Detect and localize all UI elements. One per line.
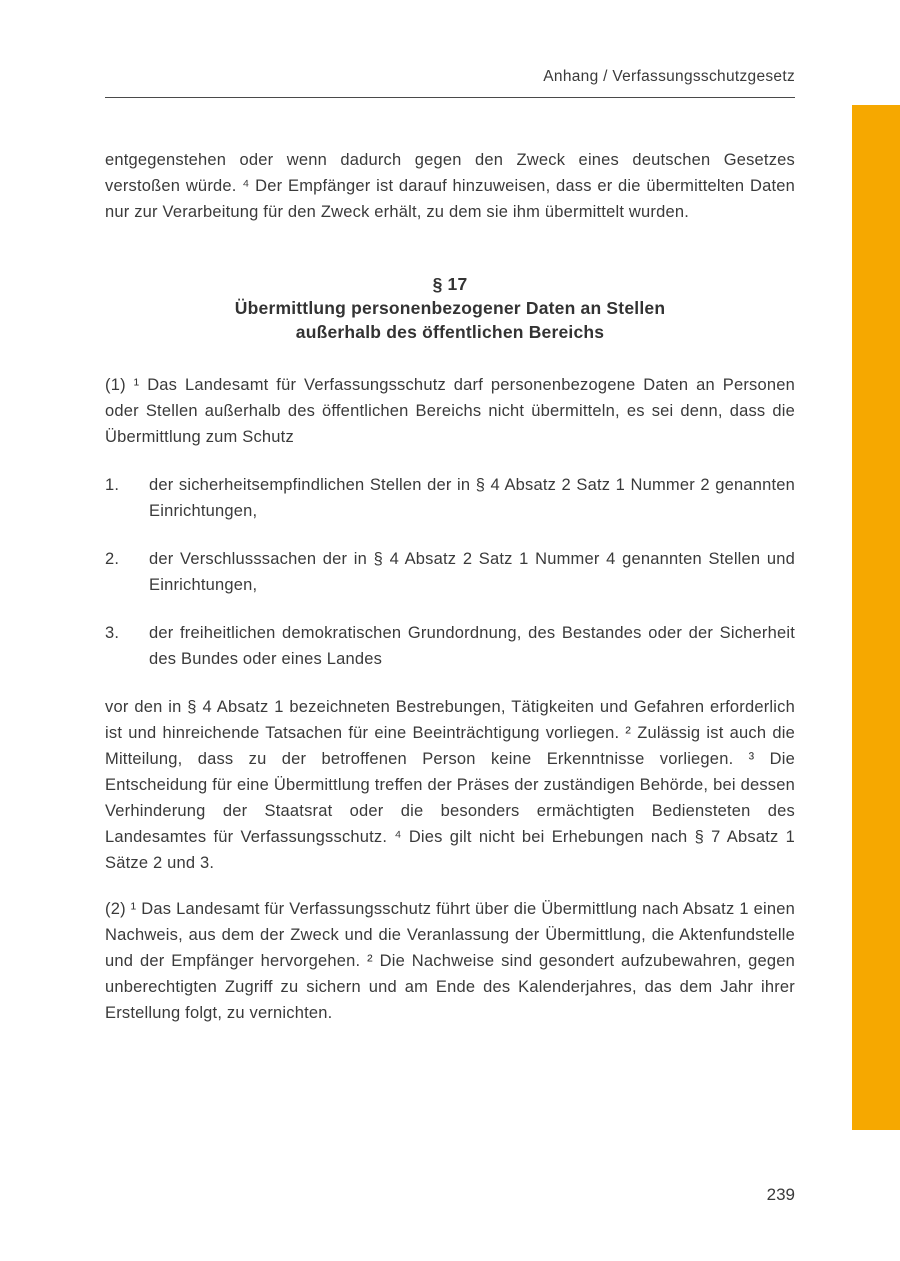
list-item	[105, 472, 795, 524]
page-content	[105, 147, 795, 1026]
running-header: Anhang / Verfassungsschutzgesetz	[543, 68, 795, 85]
list-item-number: 3.	[105, 624, 120, 642]
list-item-number: 2.	[105, 550, 120, 568]
section-title-line1: Übermittlung personenbezogener Daten an Stellen	[234, 298, 666, 318]
page-header	[105, 68, 795, 98]
page-number: 239	[766, 1185, 795, 1204]
accent-bar	[852, 105, 900, 1130]
intro-paragraph: entgegenstehen oder wenn dadurch gegen den Zweck eines deutschen Gesetzes verstoßen würde. ⁴ Der Empfänger ist darauf hinzuweisen, dass er die übermittelten Daten nur zur Verarbeitung für den Zweck erhält, zu dem sie ihm übermittelt wurden.	[105, 151, 795, 221]
paragraph-3: (2) ¹ Das Landesamt für Verfassungsschutz führt über die Übermittlung nach Absatz 1 einen Nachweis, aus dem der Zweck und die Veranlassung der Übermittlung, die Aktenfundstelle und der Empfänger hervorgehen. ² Die Nachweise sind gesondert aufzubewahren, gegen unberechtigten Zugriff zu sichern und am Ende des Kalenderjahres, das dem Jahr ihrer Erstellung folgt, zu vernichten.	[105, 900, 795, 1022]
list-item-text: der freiheitlichen demokratischen Grundordnung, des Bestandes oder der Sicherheit des Bundes oder eines Landes	[149, 624, 795, 668]
paragraph-1: (1) ¹ Das Landesamt für Verfassungsschutz darf personenbezogene Daten an Personen oder Stellen außerhalb des öffentlichen Bereichs nicht übermitteln, es sei denn, dass die Übermittlung zum Schutz	[105, 376, 795, 446]
list-item-text: der sicherheitsempfindlichen Stellen der in § 4 Absatz 2 Satz 1 Nummer 2 genannten Einrichtungen,	[149, 476, 795, 520]
paragraph-2: vor den in § 4 Absatz 1 bezeichneten Bestrebungen, Tätigkeiten und Gefahren erforderlich ist und hinreichende Tatsachen für eine Beeinträchtigung vorliegen. ² Zulässig ist auch die Mitteilung, dass zu der betroffenen Person keine Erkenntnisse vorliegen. ³ Die Entscheidung für eine Übermittlung treffen der Präses der zuständigen Behörde, bei dessen Verhinderung der Staatsrat oder die besonders ermächtigten Bediensteten des Landesamtes für Verfassungsschutz. ⁴ Dies gilt nicht bei Erhebungen nach § 7 Absatz 1 Sätze 2 und 3.	[105, 698, 795, 872]
list-item-text: der Verschlusssachen der in § 4 Absatz 2 Satz 1 Nummer 4 genannten Stellen und Einrichtungen,	[149, 550, 795, 594]
section-title-line2: außerhalb des öffentlichen Bereichs	[295, 322, 605, 342]
numbered-list	[105, 472, 795, 672]
list-item	[105, 546, 795, 598]
section-number: § 17	[432, 274, 468, 294]
list-item-number: 1.	[105, 476, 120, 494]
section-heading	[105, 272, 795, 344]
list-item	[105, 620, 795, 672]
